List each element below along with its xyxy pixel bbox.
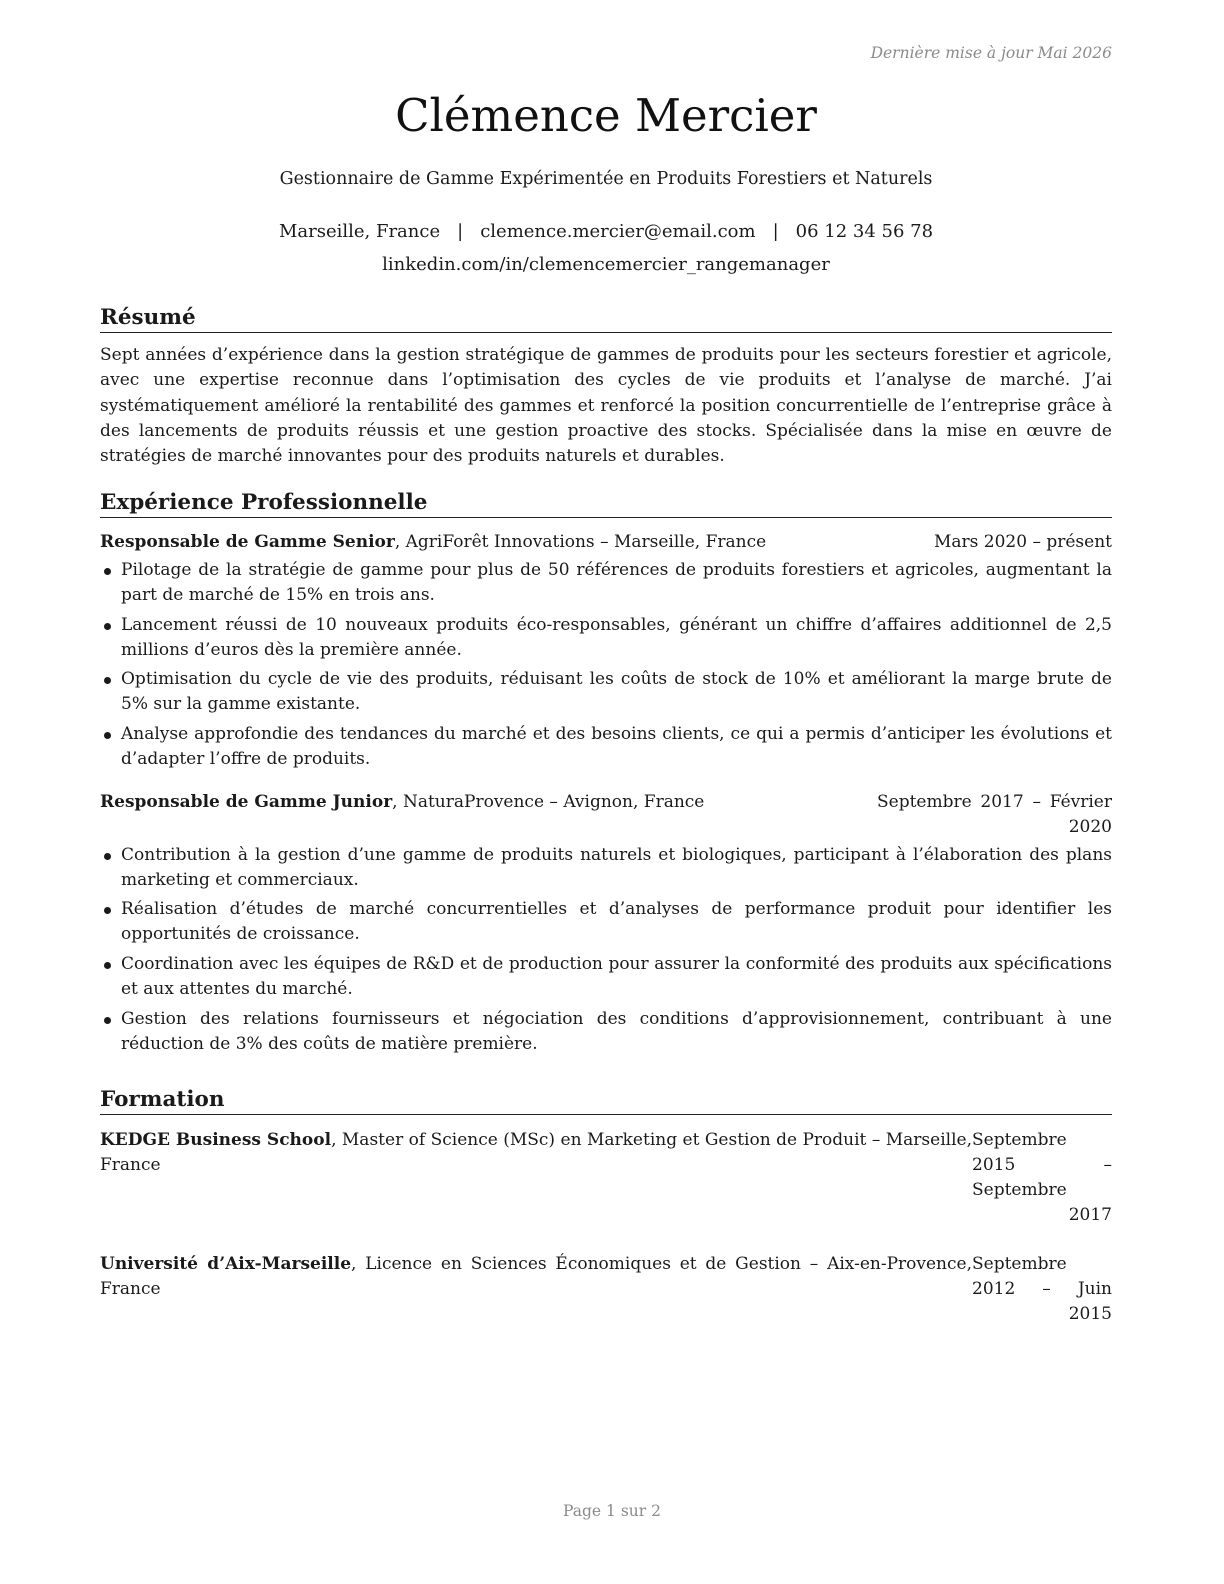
job-title-line [100, 790, 704, 840]
bullet-item [100, 952, 1112, 1002]
candidate-name: Clémence Mercier [395, 89, 817, 142]
contact-separator: | [457, 221, 464, 242]
bullet-text: Gestion des relations fournisseurs et négociation des conditions d’approvisionnement, contribuant à une réduction de 3% des coûts de matière première. [121, 1008, 1112, 1054]
job-bullets [100, 558, 1112, 772]
bullet-text: Analyse approfondie des tendances du marché et des besoins clients, ce qui a permis d’anticiper les évolutions et d’adapter l’offre de produits. [121, 723, 1112, 769]
bullet-icon [104, 623, 111, 630]
education-title: Formation [100, 1086, 1112, 1115]
job-role: Responsable de Gamme Junior [100, 791, 393, 812]
contact-separator: | [772, 221, 779, 242]
education-dates: Septembre 2015 – Septembre 2017 [972, 1130, 1112, 1225]
education-school: KEDGE Business School [100, 1130, 332, 1150]
education-dates: Septembre 2012 – Juin 2015 [972, 1254, 1112, 1324]
experience-section [100, 489, 1112, 1061]
bullet-text: Lancement réussi de 10 nouveaux produits éco-responsables, générant un chiffre d’affaires additionnel de 2,5 millions d’euros dès la première année. [121, 614, 1112, 660]
bullet-item [100, 613, 1112, 663]
job-company: , NaturaProvence – Avignon, France [392, 791, 705, 812]
bullet-text: Contribution à la gestion d’une gamme de produits naturels et biologiques, participant à l’élaboration des plans marketing et commerciaux. [121, 844, 1112, 890]
bullet-icon [104, 1017, 111, 1024]
education-program: , Master of Science (MSc) en Marketing et Gestion de Produit – Marseille, France [100, 1130, 972, 1175]
job-header [100, 790, 1112, 840]
bullet-icon [104, 962, 111, 969]
job-dates: Septembre 2017 – Février 2020 [877, 791, 1112, 837]
contact-email[interactable]: clemence.mercier@email.com [480, 221, 756, 242]
education-section [100, 1086, 1112, 1327]
job-company: , AgriForêt Innovations – Marseille, France [394, 532, 767, 552]
summary-section [100, 304, 1112, 469]
summary-text: Sept années d’expérience dans la gestion stratégique de gammes de produits pour les secteurs forestier et agricole, avec une expertise reconnue dans l’optimisation des cycles de vie produits et l’analyse de marché. J’ai systématiquement amélioré la rentabilité des gammes et renforcé la position concurrentielle de l’entreprise grâce à des lancements de produits réussis et une gestion proactive des stocks. Spécialisée dans la mise en œuvre de stratégies de marché innovantes pour des produits naturels et durables. [100, 345, 1112, 467]
contact-phone: 06 12 34 56 78 [795, 221, 934, 242]
education-entry [100, 1128, 1112, 1228]
job-title-line [100, 530, 766, 555]
contact-linkedin[interactable]: linkedin.com/in/clemencemercier_rangemanager [382, 254, 830, 275]
page-number: Page 1 sur 2 [563, 1502, 661, 1520]
bullet-item [100, 897, 1112, 947]
bullet-icon [104, 853, 111, 860]
contact-line [100, 219, 1112, 244]
last-updated: Dernière mise à jour Mai 2026 [870, 44, 1112, 62]
bullet-text: Optimisation du cycle de vie des produits, réduisant les coûts de stock de 10% et améliorant la marge brute de 5% sur la gamme existante. [121, 669, 1112, 715]
contact-location: Marseille, France [278, 221, 441, 242]
job-header [100, 530, 1112, 555]
bullet-text: Réalisation d’études de marché concurrentielles et d’analyses de performance produit pour identifier les opportunités de croissance. [121, 899, 1112, 945]
headline: Gestionnaire de Gamme Expérimentée en Produits Forestiers et Naturels [279, 169, 933, 189]
job-entry [100, 530, 1112, 772]
job-dates: Mars 2020 – présent [933, 532, 1112, 552]
bullet-item [100, 722, 1112, 772]
bullet-icon [104, 677, 111, 684]
education-school: Université d’Aix-Marseille [100, 1254, 352, 1274]
bullet-item [100, 843, 1112, 893]
education-details [100, 1128, 972, 1228]
job-bullets [100, 843, 1112, 1057]
education-program: , Licence en Sciences Économiques et de Gestion – Aix-en-Provence, France [100, 1254, 972, 1299]
education-details [100, 1252, 972, 1327]
bullet-icon [104, 907, 111, 914]
bullet-item [100, 558, 1112, 608]
bullet-icon [104, 732, 111, 739]
job-role: Responsable de Gamme Senior [100, 532, 395, 552]
bullet-text: Coordination avec les équipes de R&D et de production pour assurer la conformité des produits aux spécifications et aux attentes du marché. [121, 953, 1112, 999]
bullet-icon [104, 568, 111, 575]
bullet-text: Pilotage de la stratégie de gamme pour plus de 50 références de produits forestiers et agricoles, augmentant la part de marché de 15% en trois ans. [121, 560, 1112, 605]
bullet-item [100, 1007, 1112, 1057]
experience-title: Expérience Professionnelle [100, 489, 1112, 518]
job-entry [100, 790, 1112, 1057]
bullet-item [100, 667, 1112, 717]
education-entry [100, 1252, 1112, 1327]
summary-title: Résumé [100, 304, 1112, 333]
